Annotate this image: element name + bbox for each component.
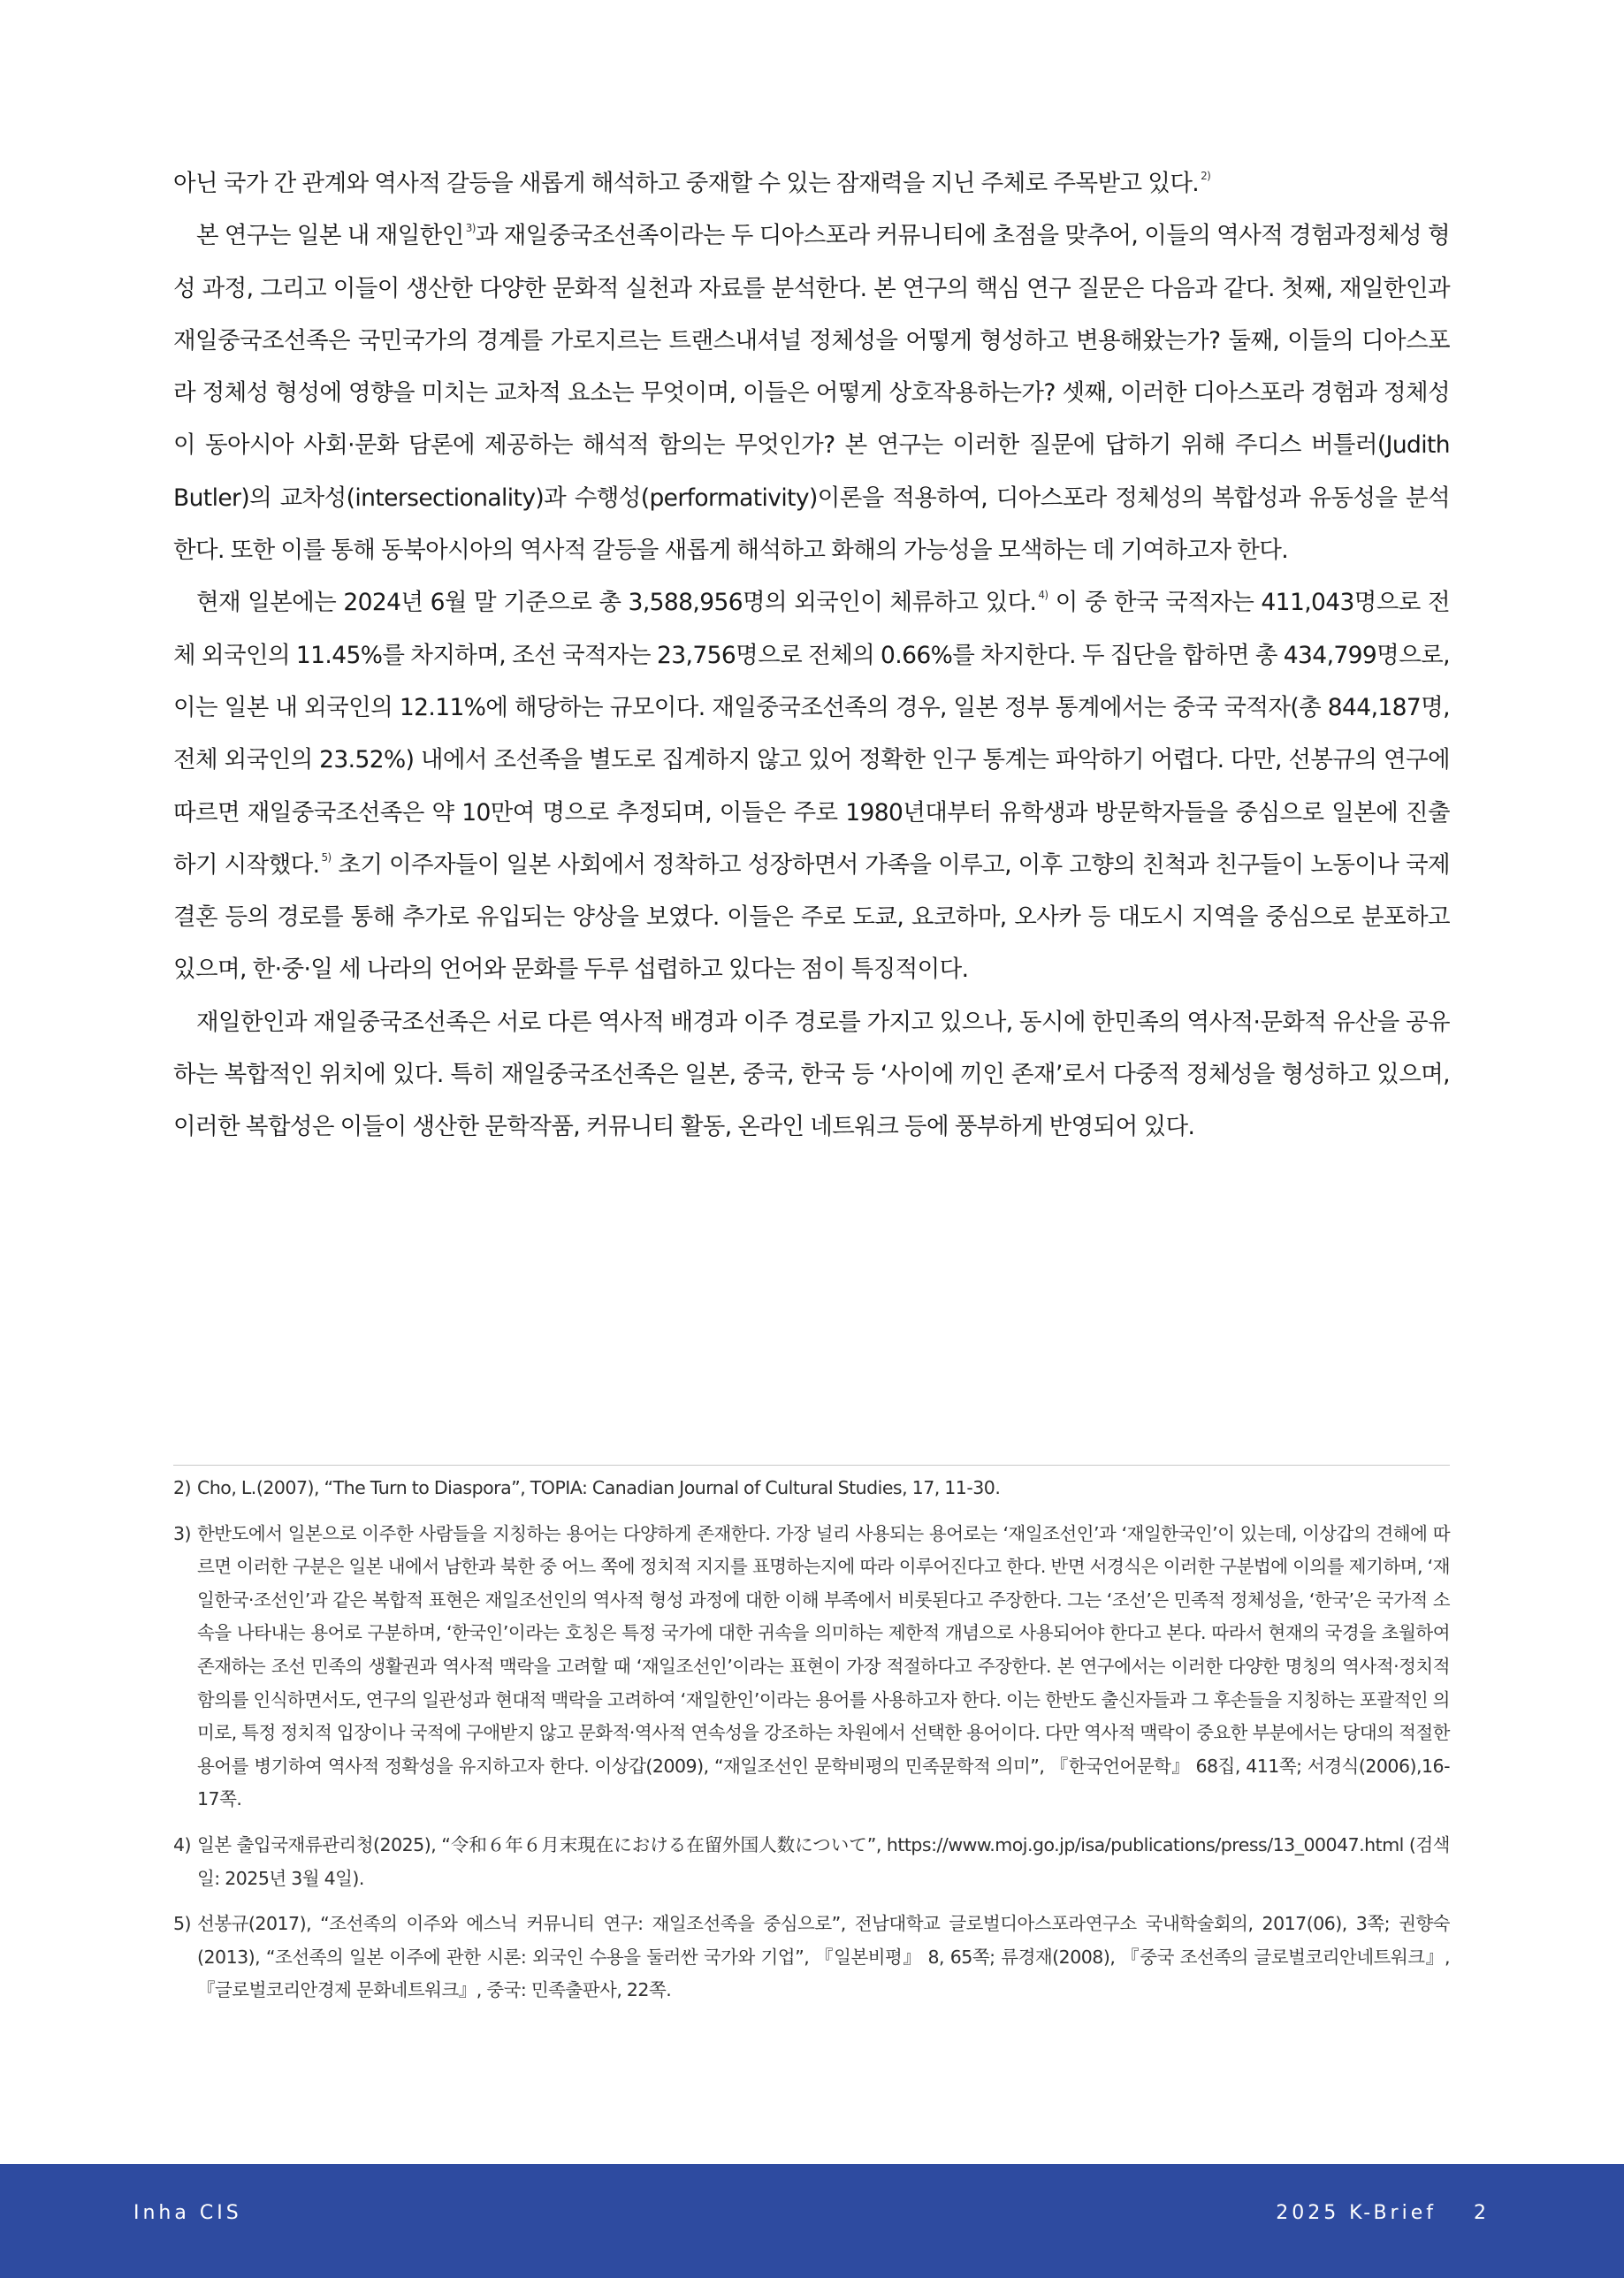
footer-series-title: 2025 K-Brief [1276, 2202, 1437, 2224]
footnote-text: 한반도에서 일본으로 이주한 사람들을 지칭하는 용어는 다양하게 존재한다. 가장 널리 사용되는 용어로는 ‘재일조선인’과 ‘재일한국인’이 있는데, 이상갑의 견해에 따르면 이러한 구분은 일본 내에서 남한과 북한 중 어느 쪽에 정치적 지지를 표명하는지에 따라 이루어진다고 한다. 반면 서경식은 이러한 구분법에 이의를 제기하며, ‘재일한국·조선인’과 같은 복합적 표현은 재일조선인의 역사적 형성 과정에 대한 이해 부족에서 비롯된다고 주장한다. 그는 ‘조선’은 민족적 정체성을, ‘한국’은 국가적 소속을 나타내는 용어로 구분하며, ‘한국인’이라는 호칭은 특정 국가에 대한 귀속을 의미하는 제한적 개념으로 사용되어야 한다고 본다. 따라서 현재의 국경을 초월하여 존재하는 조선 민족의 생활권과 역사적 맥락을 고려할 때 ‘재일조선인’이라는 표현이 가장 적절하다고 주장한다. 본 연구에서는 이러한 다양한 명칭의 역사적·정치적 함의를 인식하면서도, 연구의 일관성과 현대적 맥락을 고려하여 ‘재일한인’이라는 용어를 사용하고자 한다. 이는 한반도 출신자들과 그 후손들을 지칭하는 포괄적인 의미로, 특정 정치적 입장이나 국적에 구애받지 않고 문화적·역사적 연속성을 강조하는 차원에서 선택한 용어이다. 다만 역사적 맥락이 중요한 부분에서는 당대의 적절한 용어를 병기하여 역사적 정확성을 유지하고자 한다. 이상갑(2009), “재일조선인 문학비평의 민족문학적 의미”, 『한국언어문학』 68집, 411쪽; 서경식(2006),16-17쪽. [197, 1522, 1450, 1810]
paragraph-3-text-b: 이 중 한국 국적자는 411,043명으로 전체 외국인의 11.45%를 차지하며, 조선 국적자는 23,756명으로 전체의 0.66%를 차지한다. 두 집단을 합하면 총 434,799명으로, 이는 일본 내 외국인의 12.11%에 해당하는 규모이다. 재일중국조선족의 경우, 일본 정부 통계에서는 중국 국적자(총 844,187명, 전체 외국인의 23.52%) 내에서 조선족을 별도로 집계하지 않고 있어 정확한 인구 통계는 파악하기 어렵다. 다만, 선봉규의 연구에 따르면 재일중국조선족은 약 10만여 명으로 추정되며, 이들은 주로 1980년대부터 유학생과 방문학자들을 중심으로 일본에 진출하기 시작했다. [173, 589, 1450, 879]
footnote-number: 3) [173, 1522, 192, 1544]
paragraph-4-text: 재일한인과 재일중국조선족은 서로 다른 역사적 배경과 이주 경로를 가지고 있으나, 동시에 한민족의 역사적·문화적 유산을 공유하는 복합적인 위치에 있다. 특히 재일중국조선족은 일본, 중국, 한국 등 ‘사이에 끼인 존재’로서 다중적 정체성을 형성하고 있으며, 이러한 복합성은 이들이 생산한 문학작품, 커뮤니티 활동, 온라인 네트워크 등에 풍부하게 반영되어 있다. [173, 1008, 1450, 1141]
footnote-text: 선봉규(2017), “조선족의 이주와 에스닉 커뮤니티 연구: 재일조선족을 중심으로”, 전남대학교 글로벌디아스포라연구소 국내학술회의, 2017(06), 3쪽; 권향숙(2013), “조선족의 일본 이주에 관한 시론: 외국인 수용을 둘러싼 국가와 기업”, 『일본비평』 8, 65쪽; 류경재(2008), 『중국 조선족의 글로벌코리안네트워크』, 『글로벌코리안경제 문화네트워크』, 중국: 민족출판사, 22쪽. [197, 1913, 1450, 2001]
footnote-number: 4) [173, 1833, 192, 1855]
paragraph-1-text: 아닌 국가 간 관계와 역사적 갈등을 새롭게 해석하고 중재할 수 있는 잠재력을 지닌 주체로 주목받고 있다. [173, 170, 1200, 197]
paragraph-3 [173, 576, 1450, 995]
paragraph-2-text-b: 과 재일중국조선족이라는 두 디아스포라 커뮤니티에 초점을 맞추어, 이들의 역사적 경험과정체성 형성 과정, 그리고 이들이 생산한 다양한 문화적 실천과 자료를 분석한다. 본 연구의 핵심 연구 질문은 다음과 같다. 첫째, 재일한인과 재일중국조선족은 국민국가의 경계를 가로지르는 트랜스내셔널 정체성을 어떻게 형성하고 변용해왔는가? 둘째, 이들의 디아스포라 정체성 형성에 영향을 미치는 교차적 요소는 무엇이며, 이들은 어떻게 상호작용하는가? 셋째, 이러한 디아스포라 경험과 정체성이 동아시아 사회·문화 담론에 제공하는 해석적 함의는 무엇인가? 본 연구는 이러한 질문에 답하기 위해 주디스 버틀러(Judith Butler)의 교차성(intersectionality)과 수행성(performativity)이론을 적용하여, 디아스포라 정체성의 복합성과 유동성을 분석한다. 또한 이를 통해 동북아시아의 역사적 갈등을 새롭게 해석하고 화해의 가능성을 모색하는 데 기여하고자 한다. [173, 222, 1450, 565]
footnote-ref-4[interactable]: 4) [1038, 589, 1048, 602]
footnote-5 [173, 1908, 1450, 2008]
paragraph-3-text-a: 현재 일본에는 2024년 6월 말 기준으로 총 3,588,956명의 외국인이 체류하고 있다. [196, 589, 1037, 617]
footer-publisher: Inha CIS [133, 2202, 242, 2224]
paragraph-3-text-c: 초기 이주자들이 일본 사회에서 정착하고 성장하면서 가족을 이루고, 이후 고향의 친척과 친구들이 노동이나 국제결혼 등의 경로를 통해 추가로 유입되는 양상을 보였다. 이들은 주로 도쿄, 요코하마, 오사카 등 대도시 지역을 중심으로 분포하고 있으며, 한·중·일 세 나라의 언어와 문화를 두루 섭렵하고 있다는 점이 특징적이다. [173, 850, 1450, 984]
footer-bar [0, 2164, 1624, 2278]
footnote-4 [173, 1829, 1450, 1895]
footer-right [1276, 2202, 1490, 2224]
paragraph-2-text-a: 본 연구는 일본 내 재일한인 [196, 222, 464, 250]
paragraph-2 [173, 210, 1450, 576]
page-number: 2 [1474, 2202, 1490, 2224]
footnote-3 [173, 1518, 1450, 1817]
footnote-divider [173, 1465, 1450, 1466]
paragraph-4 [173, 996, 1450, 1154]
paragraph-1 [173, 157, 1450, 210]
footnote-text: Cho, L.(2007), “The Turn to Diaspora”, TOPIA: Canadian Journal of Cultural Studies, 17, 11-30. [197, 1477, 1001, 1498]
footnote-number: 2) [173, 1477, 192, 1498]
footnote-number: 5) [173, 1913, 192, 1935]
footnote-ref-3[interactable]: 3) [465, 222, 476, 235]
footnote-2 [173, 1472, 1450, 1505]
footnote-ref-2[interactable]: 2) [1201, 170, 1211, 182]
footnotes [173, 1472, 1450, 2020]
footnote-text[interactable]: 일본 출입국재류관리청(2025), “令和６年６月末現在における在留外国人数について”, https://www.moj.go.jp/isa/publications/press/13_00047.html (검색일: 2025년 3월 4일). [197, 1833, 1450, 1889]
footnote-ref-5[interactable]: 5) [321, 850, 332, 864]
body-text [173, 157, 1450, 1154]
